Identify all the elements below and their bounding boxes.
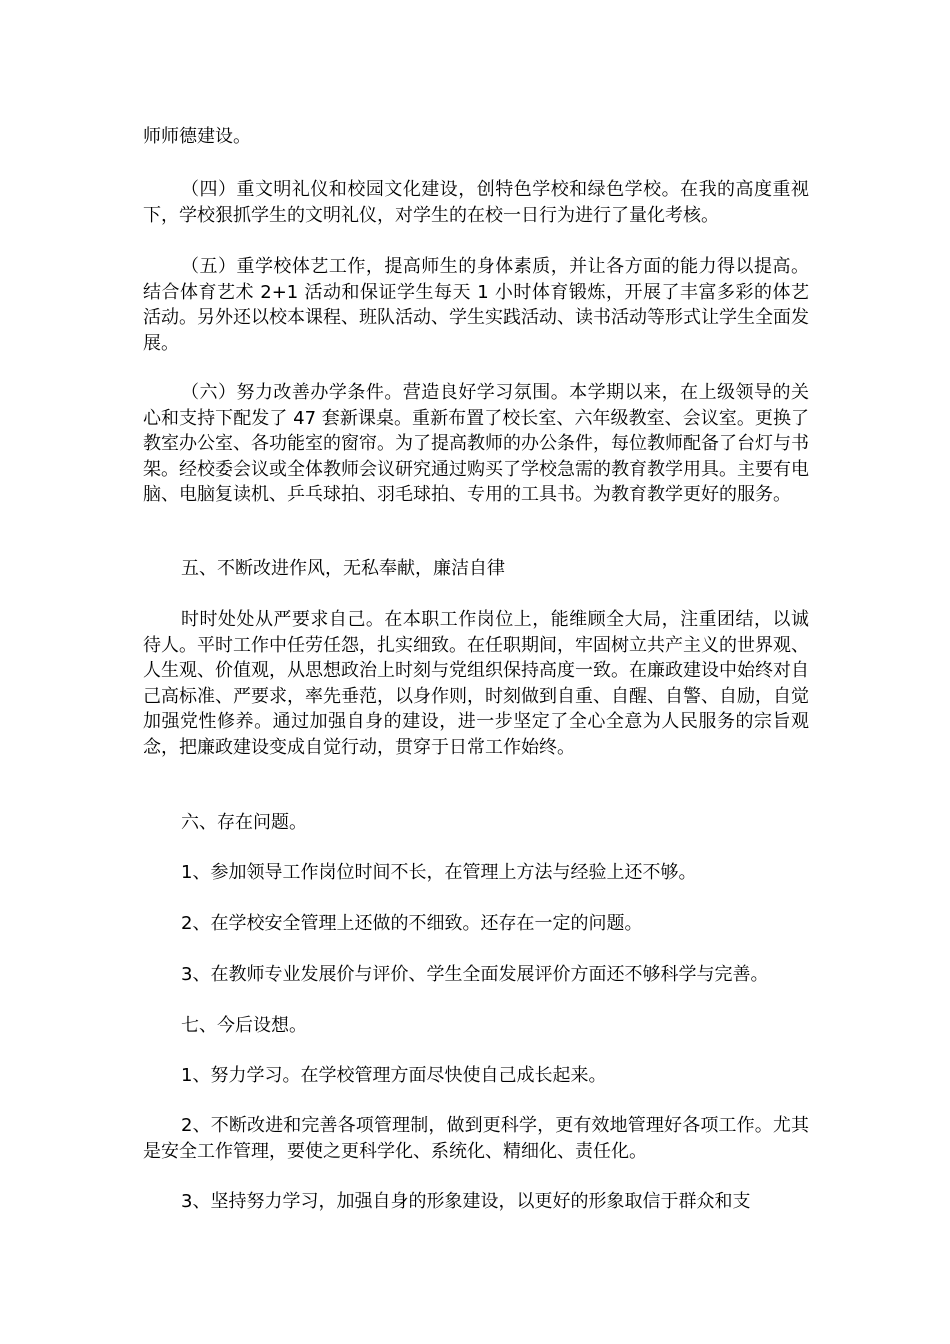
section-heading-six: 六、存在问题。 bbox=[181, 812, 307, 833]
paragraph-civility-culture: （四）重文明礼仪和校园文化建设，创特色学校和绿色学校。在我的高度重视下，学校狠抓学生的文明礼仪，对学生的在校一日行为进行了量化考核。 bbox=[143, 179, 809, 226]
problem-item-1: 1、参加领导工作岗位时间不长，在管理上方法与经验上还不够。 bbox=[181, 862, 697, 883]
paragraph-school-conditions: （六）努力改善办学条件。营造良好学习氛围。本学期以来，在上级领导的关心和支持下配发了 47 套新课桌。重新布置了校长室、六年级教室、会议室。更换了教室办公室、各功能室的窗帘。为了提高教师的办公条件，每位教师配备了台灯与书架。经校委会议或全体教师会议研究通过购买了学校急需的教育教学用具。主要有电脑、电脑复读机、乒乓球拍、羽毛球拍、专用的工具书。为教育教学更好的服务。 bbox=[143, 382, 809, 505]
paragraph-sports-arts: （五）重学校体艺工作，提高师生的身体素质，并让各方面的能力得以提高。结合体育艺术 2+1 活动和保证学生每天 1 小时体育锻炼，开展了丰富多彩的体艺活动。另外还以校本课程、班队活动、学生实践活动、读书活动等形式让学生全面发展。 bbox=[143, 256, 809, 354]
plan-item-3: 3、坚持努力学习，加强自身的形象建设，以更好的形象取信于群众和支 bbox=[181, 1191, 751, 1212]
paragraph-continuation: 师师德建设。 bbox=[143, 126, 251, 147]
problem-item-2: 2、在学校安全管理上还做的不细致。还存在一定的问题。 bbox=[181, 913, 643, 934]
plan-item-1: 1、努力学习。在学校管理方面尽快使自己成长起来。 bbox=[181, 1065, 607, 1086]
paragraph-self-discipline: 时时处处从严要求自己。在本职工作岗位上，能维顾全大局，注重团结，以诚待人。平时工作中任劳任怨，扎实细致。在任职期间，牢固树立共产主义的世界观、人生观、价值观，从思想政治上时刻与党组织保持高度一致。在廉政建设中始终对自己高标准、严要求，率先垂范，以身作则，时刻做到自重、自醒、自警、自励，自觉加强党性修养。通过加强自身的建设，进一步坚定了全心全意为人民服务的宗旨观念，把廉政建设变成自觉行动，贯穿于日常工作始终。 bbox=[143, 609, 809, 758]
section-heading-five: 五、不断改进作风，无私奉献，廉洁自律 bbox=[181, 558, 505, 579]
plan-item-2: 2、不断改进和完善各项管理制，做到更科学，更有效地管理好各项工作。尤其是安全工作管理，要使之更科学化、系统化、精细化、责任化。 bbox=[143, 1115, 809, 1162]
section-heading-seven: 七、今后设想。 bbox=[181, 1015, 307, 1036]
problem-item-3: 3、在教师专业发展价与评价、学生全面发展评价方面还不够科学与完善。 bbox=[181, 964, 769, 985]
